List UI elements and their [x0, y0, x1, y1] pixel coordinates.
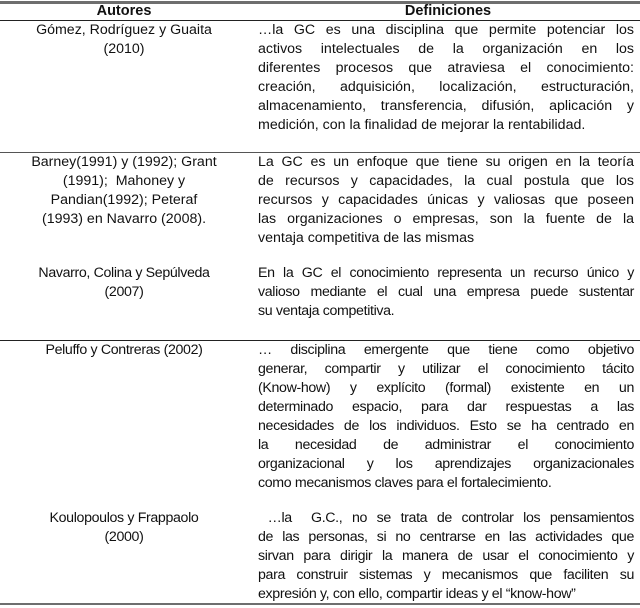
author-line: Koulopoulos y Frappaolo [49, 510, 199, 526]
table-row-5-authors [0, 509, 248, 547]
table-bottom-rule [0, 603, 640, 605]
definition-line: medición, con la finalidad de mejorar la rentabilidad. [258, 117, 586, 133]
definition-line: las organizaciones o empresas, son la fuente de la [258, 211, 634, 227]
table-row-4-definition [258, 341, 634, 493]
table-row-2-definition [258, 153, 634, 248]
definition-line: su ventaja competitiva. [258, 303, 395, 319]
definition-line: ventaja competitiva de las mismas [258, 230, 475, 246]
definition-line: de recursos y capacidades, la cual postula que los [258, 173, 634, 189]
definition-line: generar, compartir y utilizar el conocimiento tácito [258, 361, 634, 377]
definition-line: valioso mediante el cual una empresa puede sustentar [258, 284, 634, 300]
table-row-4-authors [0, 341, 248, 360]
definition-line: almacenamiento, transferencia, difusión, aplicación y [258, 98, 634, 114]
definition-line: creación, adquisición, localización, estructuración, [258, 79, 634, 95]
author-line: Navarro, Colina y Sepúlveda [38, 265, 210, 281]
definition-line: La GC es un enfoque que tiene su origen en la teoría [258, 154, 634, 170]
author-line: (2010) [103, 41, 145, 57]
author-line: Peluffo y Contreras (2002) [45, 342, 203, 358]
definition-line: (Know-how) y explícito (formal) existente en un [258, 380, 634, 396]
author-line: Barney(1991) y (1992); Grant [31, 154, 217, 170]
definition-line: de las personas, si no centrarse en las actividades que [258, 529, 634, 545]
author-line: (1991); Mahoney y [62, 173, 186, 189]
definition-line: determinado espacio, para dar respuestas a las [258, 399, 634, 415]
definition-line: …la GC es una disciplina que permite potenciar los [258, 22, 634, 38]
table-row-5-definition [258, 509, 634, 604]
author-line: (1993) en Navarro (2008). [41, 211, 207, 227]
definition-line: para construir sistemas y mecanismos que faciliten su [258, 567, 634, 583]
definition-line: recursos y capacidades únicas y valiosas que poseen [258, 192, 634, 208]
definition-line: …la G.C., no se trata de controlar los pensamientos [258, 510, 634, 526]
table-row-1-authors [0, 21, 248, 59]
table-row-1-definition [258, 21, 634, 135]
definition-line: expresión y, con ello, compartir ideas y el “know-how” [258, 586, 576, 602]
definition-line: sirvan para dirigir la manera de usar el conocimiento y [258, 548, 634, 564]
table-row-3-definition [258, 264, 634, 321]
header-authors: Autores [96, 3, 152, 19]
definition-line: activos intelectuales de la organización en los [258, 41, 634, 57]
author-line: Gómez, Rodríguez y Guaita [36, 22, 212, 38]
author-line: (2007) [104, 284, 144, 300]
header-definitions: Definiciones [404, 3, 492, 19]
definition-line: En la GC el conocimiento representa un recurso único y [258, 265, 634, 281]
definition-line: necesidades de los individuos. Esto se ha centrado en [258, 418, 634, 434]
definition-line: organizacional y los aprendizajes organizacionales [258, 456, 634, 472]
definition-line: como mecanismos claves para el fortalecimiento. [258, 475, 552, 491]
author-line: (2000) [104, 529, 144, 545]
table-row-2-authors [0, 153, 248, 229]
author-line: Pandian(1992); Peteraf [50, 192, 198, 208]
definition-line: la necesidad de administrar el conocimiento [258, 437, 634, 453]
table-row-3-authors [0, 264, 248, 302]
definition-line: … disciplina emergente que tiene como objetivo [258, 342, 634, 358]
definition-line: diferentes procesos que atraviesa el conocimiento: [258, 60, 634, 76]
